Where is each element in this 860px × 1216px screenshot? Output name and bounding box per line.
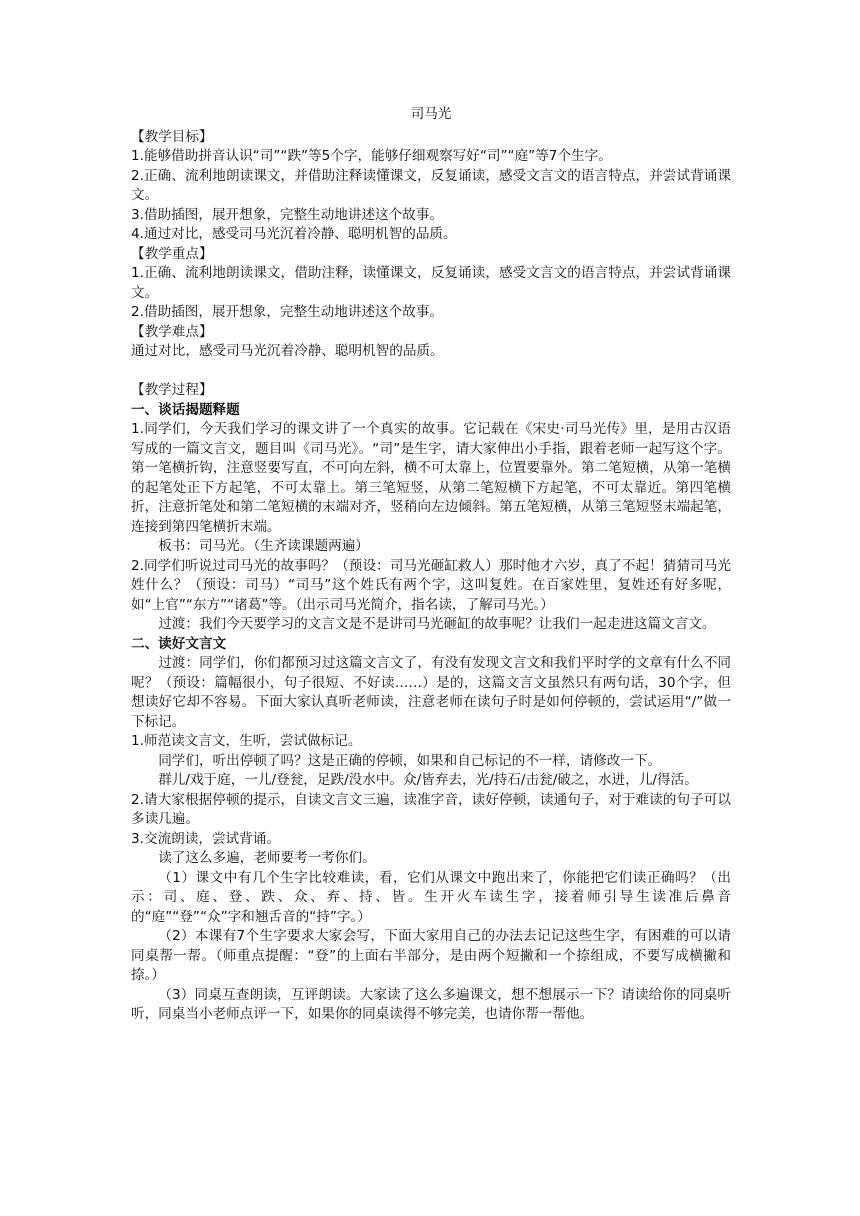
- goal-item: 1.能够借助拼音认识“司”“跌”等5个字，能够仔细观察写好“司”“庭”等7个生字。: [131, 148, 612, 164]
- section-heading: 一、谈话揭题释题: [131, 401, 240, 418]
- paragraph: 1.同学们，今天我们学习的课文讲了一个真实的故事。它记载在《宋史·司马光传》里，是用古汉语写成的一篇文言文，题目叫《司马光》。“司”是生字，请大家伸出小手指，跟着老师一起写这个字。第一笔横折钩，注意竖要写直，不可向左斜，横不可太靠上，位置要靠外。第二笔短横，从第一笔横的起笔处正下方起笔，不可太靠上。第三笔短竖，从第二笔短横下方起笔，不可太靠近。第四笔横折，注意折笔处和第二笔短横的末端对齐，竖稍向左边倾斜。第五笔短横，从第三笔短竖末端起笔，连接到第四笔横折末端。: [131, 421, 731, 535]
- paragraph: 过渡：我们今天要学习的文言文是不是讲司马光砸缸的故事呢？让我们一起走进这篇文言文。: [158, 616, 716, 632]
- difficulty-item: 通过对比，感受司马光沉着冷静、聪明机智的品质。: [131, 343, 444, 359]
- paragraph: 1.师范读文言文，生听，尝试做标记。: [131, 733, 362, 749]
- key-point-item: 2.借助插图，展开想象，完整生动地讲述这个故事。: [131, 304, 444, 320]
- paragraph: 过渡：同学们，你们都预习过这篇文言文了，有没有发现文言文和我们平时学的文章有什么不同呢？（预设：篇幅很小，句子很短、不好读……）是的，这篇文言文虽然只有两句话，30个字，但想读好它却不容易。下面大家认真听老师读，注意老师在读句子时是如何停顿的，尝试运用“/”做一下标记。: [131, 655, 731, 730]
- paragraph: 读了这么多遍，老师要考一考你们。: [158, 850, 376, 866]
- spacer: [131, 362, 731, 382]
- paragraph: 同学们，听出停顿了吗？这是正确的停顿，如果和自己标记的不一样，请修改一下。: [158, 752, 662, 769]
- key-point-item: 1.正确、流利地朗读课文，借助注释，读懂课文，反复诵读，感受文言文的语言特点，并尝试背诵课文。: [131, 265, 731, 301]
- goal-item: 2.正确、流利地朗读课文，并借助注释读懂课文，反复诵读，感受文言文的语言特点，并尝试背诵课文。: [131, 167, 731, 203]
- key-points-heading: 【教学重点】: [131, 245, 213, 262]
- goal-item: 3.借助插图，展开想象，完整生动地讲述这个故事。: [131, 206, 444, 223]
- paragraph: 3.交流朗读，尝试背诵。: [131, 830, 280, 847]
- goal-item: 4.通过对比，感受司马光沉着冷静、聪明机智的品质。: [131, 226, 457, 242]
- process-heading: 【教学过程】: [131, 382, 213, 398]
- difficulty-heading: 【教学难点】: [131, 323, 213, 340]
- section-heading: 二、读好文言文: [131, 635, 227, 652]
- classical-text: 群儿/戏于庭，一儿/登瓮，足跌/没水中。众/皆弃去，光/持石/击瓮/破之，水迸，儿/得活。: [158, 772, 698, 788]
- paragraph: （1）课文中有几个生字比较难读，看，它们从课文中跑出来了，你能把它们读正确吗？（出示：司、庭、登、跌、众、弃、持、皆。生开火车读生字，接着师引导生读准后鼻音的“庭”“登”“众”字和翘舌音的“持”字。）: [131, 869, 731, 925]
- paragraph: 板书：司马光。（生齐读课题两遍）: [158, 538, 369, 554]
- document-title: 司马光: [410, 106, 452, 122]
- goals-heading: 【教学目标】: [131, 128, 213, 145]
- document-page: [131, 100, 731, 1025]
- paragraph: （2）本课有7个生字要求大家会写，下面大家用自己的办法去记记这些生字，有困难的可以请同桌帮一帮。（师重点提醒：“登”的上面右半部分，是由两个短撇和一个捺组成，不要写成横撇和捺。）: [131, 928, 731, 983]
- paragraph: 2.请大家根据停顿的提示，自读文言文三遍，读准字音，读好停顿，读通句子，对于难读的句子可以多读几遍。: [131, 791, 731, 827]
- paragraph: 2.同学们听说过司马光的故事吗？（预设：司马光砸缸救人）那时他才六岁，真了不起！猜猜司马光姓什么？（预设：司马）“司马”这个姓氏有两个字，这叫复姓。在百家姓里，复姓还有好多呢，如“上官”“东方”“诸葛”等。（出示司马光简介，指名读，了解司马光。）: [131, 557, 731, 613]
- paragraph: （3）同桌互查朗读，互评朗读。大家读了这么多遍课文，想不想展示一下？请读给你的同桌听听，同桌当小老师点评一下，如果你的同桌读得不够完美，也请你帮一帮他。: [131, 986, 731, 1022]
